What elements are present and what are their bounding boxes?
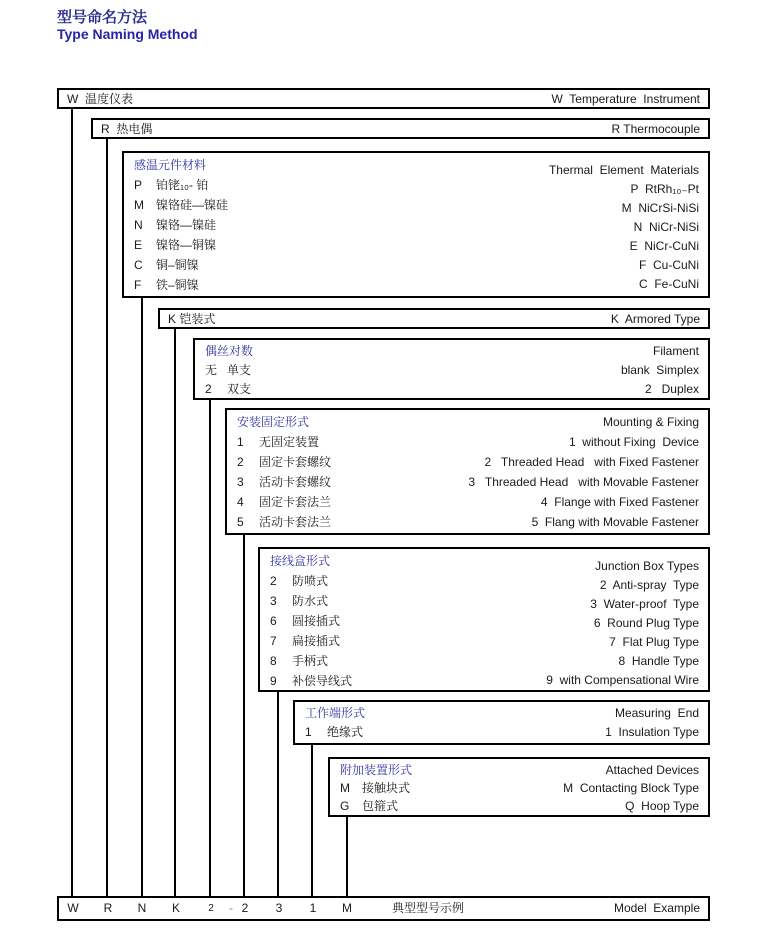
box-model-example — [57, 896, 710, 921]
item-label-cn: 扁接插式 — [292, 634, 341, 648]
list-item — [205, 361, 253, 380]
item-code: G — [340, 799, 350, 813]
item-code: 3 — [270, 594, 277, 608]
list-item — [134, 215, 228, 235]
item-code: 7 — [270, 634, 277, 648]
box-temperature-instrument — [57, 88, 710, 109]
item-label-cn: 固定卡套螺纹 — [259, 455, 332, 469]
box-label-en: W Temperature Instrument — [551, 91, 700, 106]
list-item — [134, 195, 228, 215]
item-code: 8 — [270, 654, 277, 668]
item-label-cn: 镍铬—镍硅 — [156, 218, 217, 232]
item-label-en: blank Simplex — [620, 363, 699, 377]
model-code: K — [171, 901, 180, 915]
section-header-cn: 附加装置形式 — [340, 763, 413, 777]
item-label-en: 7 Flat Plug Type — [609, 635, 699, 649]
item-label-en: 1 without Fixing Device — [568, 435, 699, 449]
item-label-cn: 防水式 — [292, 594, 329, 608]
page-title-english: Type Naming Method — [57, 26, 198, 42]
item-code: 2 — [205, 382, 212, 396]
list-item — [305, 723, 365, 742]
item-label-en: F Cu-CuNi — [638, 258, 699, 272]
model-example-label-en: Model Example — [613, 901, 700, 915]
item-label-cn: 接触块式 — [362, 781, 411, 795]
item-label-cn: 防喷式 — [292, 574, 329, 588]
section-header-en: Junction Box Types — [595, 559, 699, 573]
section-header-en: Measuring End — [614, 706, 699, 720]
item-label-en: Q Hoop Type — [625, 799, 699, 813]
item-code: 1 — [237, 435, 244, 449]
item-code: M — [134, 198, 144, 212]
item-label-en: 2 Anti-spray Type — [599, 578, 699, 592]
box-label-en: R Thermocouple — [611, 121, 700, 136]
box-label-cn: K 铠装式 — [168, 312, 216, 326]
box-filament — [193, 338, 710, 400]
connector-line-measuring — [311, 743, 313, 897]
item-label-en: M Contacting Block Type — [563, 781, 699, 795]
list-item — [237, 432, 331, 452]
box-measuring-end — [293, 700, 710, 745]
list-item — [270, 611, 352, 631]
list-item — [134, 255, 228, 275]
item-code: 无 — [205, 363, 218, 377]
section-header-cn: 偶丝对数 — [205, 344, 254, 358]
item-code: 3 — [237, 475, 244, 489]
box-mounting-fixing — [225, 408, 710, 535]
model-code: 2 — [241, 901, 249, 915]
model-code: W — [67, 901, 79, 915]
item-code: 6 — [270, 614, 277, 628]
connector-line-junction — [277, 690, 279, 897]
list-item — [205, 380, 253, 399]
item-label-en: 8 Handle Type — [618, 654, 699, 668]
item-label-cn: 活动卡套法兰 — [259, 515, 332, 529]
box-armored-type — [158, 308, 710, 329]
list-item — [237, 472, 331, 492]
item-label-en: 6 Round Plug Type — [593, 616, 699, 630]
item-label-cn: 铁–铜镍 — [156, 278, 199, 292]
item-label-cn: 包箍式 — [362, 799, 399, 813]
section-header-cn: 工作端形式 — [305, 706, 366, 720]
list-item — [270, 651, 352, 671]
box-thermocouple — [91, 118, 710, 139]
model-code: 1 — [309, 901, 317, 915]
item-code: 1 — [305, 725, 312, 739]
item-label-cn: 铂铑₁₀- 铂 — [156, 178, 209, 192]
item-label-en: M NiCrSi-NiSi — [621, 201, 699, 215]
item-code: P — [134, 178, 143, 192]
item-code: E — [134, 238, 143, 252]
box-label-cn: W 温度仪表 — [67, 92, 133, 106]
list-item — [340, 797, 412, 815]
connector-line-instrument — [71, 107, 73, 897]
list-item — [270, 631, 352, 651]
item-code: C — [134, 258, 143, 272]
section-header-en: Attached Devices — [605, 763, 699, 777]
list-item — [270, 671, 352, 691]
box-label-en: K Armored Type — [610, 311, 700, 326]
item-label-cn: 固定卡套法兰 — [259, 495, 332, 509]
model-code: 2 — [208, 903, 214, 914]
connector-line-attached — [346, 815, 348, 897]
model-code: 3 — [275, 901, 283, 915]
item-label-en: P RtRh₁₀₋Pt — [630, 182, 699, 196]
item-label-en: 3 Threaded Head with Movable Fastener — [468, 475, 699, 489]
connector-line-mounting — [243, 533, 245, 897]
item-label-en: E NiCr-CuNi — [629, 239, 699, 253]
list-item — [237, 452, 331, 472]
box-label-cn: R 热电偶 — [101, 122, 153, 136]
connector-line-thermal — [141, 296, 143, 897]
connector-line-armored — [174, 327, 176, 897]
box-thermal-element-materials — [122, 151, 710, 298]
item-code: M — [340, 781, 350, 795]
box-junction-box-types — [258, 547, 710, 692]
connector-line-filament — [209, 398, 211, 897]
section-header-cn: 接线盒形式 — [270, 554, 331, 568]
item-label-cn: 铜–铜镍 — [156, 258, 199, 272]
list-item — [134, 175, 228, 195]
connector-line-thermocouple — [106, 137, 108, 897]
list-item — [237, 492, 331, 512]
section-header-cn: 感温元件材料 — [134, 158, 207, 172]
item-label-cn: 镍铬—铜镍 — [156, 238, 217, 252]
section-header-en: Filament — [652, 344, 699, 358]
item-code: 2 — [237, 455, 244, 469]
item-label-cn: 双支 — [227, 382, 252, 396]
item-label-en: 9 with Compensational Wire — [546, 673, 699, 687]
item-label-cn: 镍铬硅—镍硅 — [156, 198, 229, 212]
model-code: M — [342, 901, 352, 915]
item-label-cn: 圆接插式 — [292, 614, 341, 628]
item-label-cn: 活动卡套螺纹 — [259, 475, 332, 489]
item-label-cn: 无固定装置 — [259, 435, 320, 449]
section-header-en: Mounting & Fixing — [602, 415, 699, 429]
list-item — [270, 571, 352, 591]
list-item — [270, 591, 352, 611]
list-item — [134, 275, 228, 295]
item-label-en: 2 Duplex — [644, 382, 699, 396]
model-code-separator: - — [229, 901, 233, 915]
page-title-chinese: 型号命名方法 — [57, 9, 148, 26]
item-label-en: C Fe-CuNi — [638, 277, 699, 291]
model-code: R — [103, 901, 113, 915]
item-label-en: 4 Flange with Fixed Fastener — [540, 495, 699, 509]
item-label-en: 2 Threaded Head with Fixed Fastener — [484, 455, 699, 469]
item-label-cn: 绝缘式 — [327, 725, 364, 739]
item-label-en: 3 Water-proof Type — [590, 597, 699, 611]
item-label-en: 1 Insulation Type — [605, 725, 699, 739]
model-code: N — [137, 901, 147, 915]
list-item — [134, 235, 228, 255]
section-header-en: Thermal Element Materials — [548, 163, 699, 177]
box-attached-devices — [328, 757, 710, 817]
section-header-cn: 安装固定形式 — [237, 415, 310, 429]
item-code: N — [134, 218, 143, 232]
model-example-label-cn: 典型型号示例 — [392, 901, 465, 915]
item-label-en: 5 Flang with Movable Fastener — [531, 515, 699, 529]
item-label-cn: 单支 — [227, 363, 252, 377]
item-code: 5 — [237, 515, 244, 529]
list-item — [340, 779, 412, 797]
item-code: 9 — [270, 674, 277, 688]
item-code: F — [134, 278, 142, 292]
list-item — [237, 512, 331, 532]
item-label-cn: 手柄式 — [292, 654, 329, 668]
item-code: 2 — [270, 574, 277, 588]
item-label-en: N NiCr-NiSi — [633, 220, 699, 234]
item-code: 4 — [237, 495, 244, 509]
item-label-cn: 补偿导线式 — [292, 674, 353, 688]
